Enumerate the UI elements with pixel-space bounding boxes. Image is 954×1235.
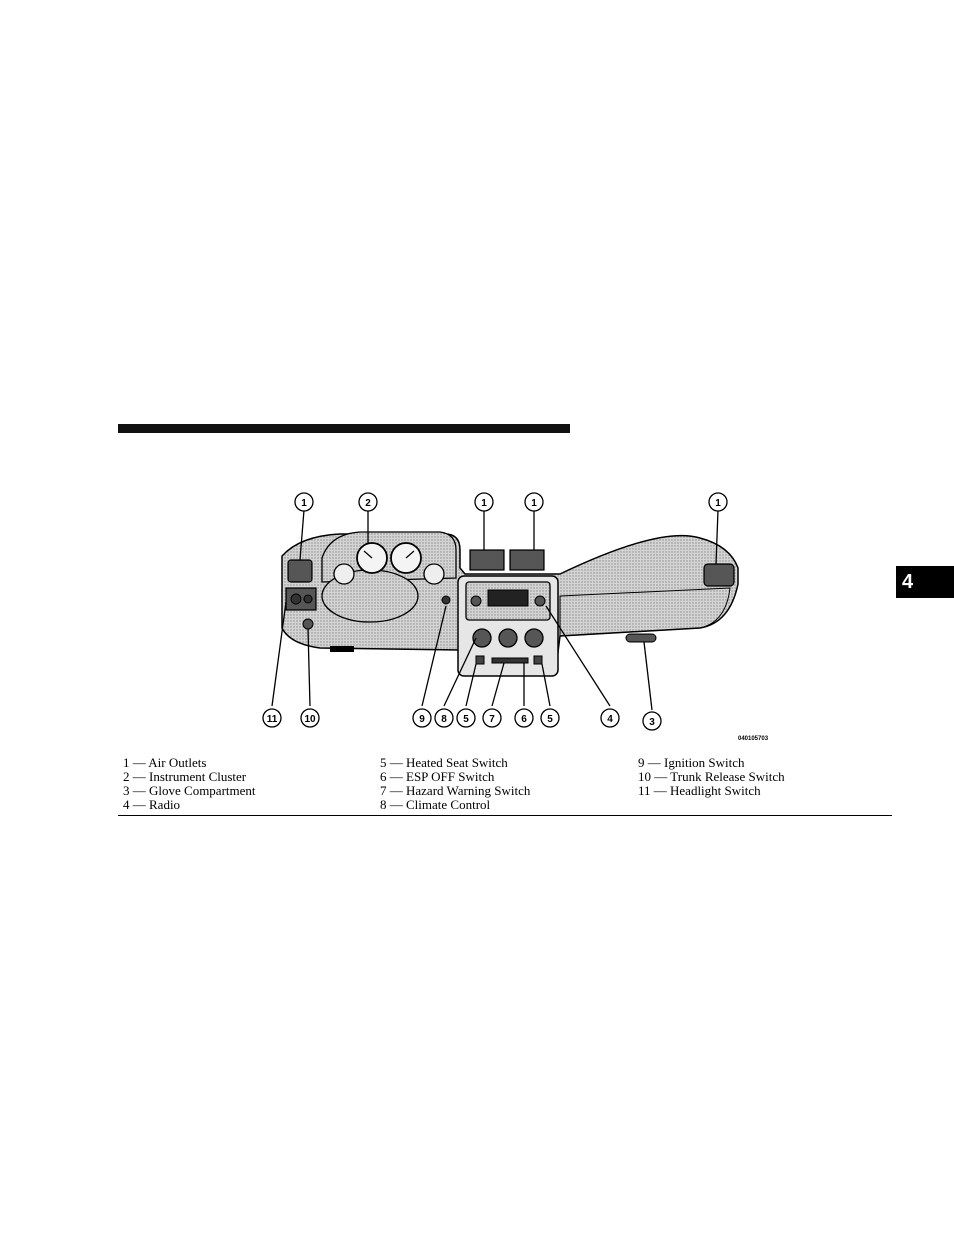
callout-1-left: 1 [301,498,307,509]
gauge-left-small [334,564,354,584]
legend-column-1 [123,756,256,812]
chapter-tab: 4 [896,566,954,598]
hazard-esp-switch-strip [492,658,528,663]
gauge-right-small [424,564,444,584]
legend-item: 9 — Ignition Switch [638,755,745,770]
legend-item: 11 — Headlight Switch [638,783,761,798]
ignition-switch [442,596,450,604]
trunk-release-button [303,619,313,629]
dashboard-illustration [260,488,800,750]
dashboard-figure [260,488,800,750]
callout-10: 10 [304,714,316,725]
legend-item: 3 — Glove Compartment [123,783,256,798]
air-outlet-left [288,560,312,582]
climate-knob-right [525,629,543,647]
legend-item: 7 — Hazard Warning Switch [380,783,531,798]
legend-rule [118,815,892,816]
callout-1-right: 1 [715,498,721,509]
callout-4: 4 [607,714,613,725]
climate-knob-center [499,629,517,647]
callout-5-right: 5 [547,714,553,725]
figure-code: 040105703 [738,736,769,742]
callout-2: 2 [365,498,371,509]
legend-item: 6 — ESP OFF Switch [380,769,495,784]
legend-item: 10 — Trunk Release Switch [638,769,785,784]
callout-3: 3 [649,717,655,728]
legend-item: 1 — Air Outlets [123,755,207,770]
legend-item: 8 — Climate Control [380,797,491,812]
legend-item: 5 — Heated Seat Switch [380,755,508,770]
callout-1-center-left: 1 [481,498,487,509]
section-rule [118,424,570,433]
callout-11: 11 [266,714,278,725]
callout-7: 7 [489,714,495,725]
legend-item: 4 — Radio [123,797,181,812]
heated-seat-switch-right [534,656,542,664]
legend-column-2 [380,756,530,812]
air-outlet-right [704,564,734,586]
callout-6: 6 [521,714,527,725]
callout-5-left: 5 [463,714,469,725]
air-outlet-center-right [510,550,544,570]
steering-column [330,646,354,652]
callout-9: 9 [419,714,425,725]
callout-1-center-right: 1 [531,498,537,509]
air-outlet-center-left [470,550,504,570]
legend-column-3 [638,756,785,798]
glove-handle [626,634,656,642]
legend-item: 2 — Instrument Cluster [123,769,247,784]
callout-8: 8 [441,714,447,725]
heated-seat-switch-left [476,656,484,664]
